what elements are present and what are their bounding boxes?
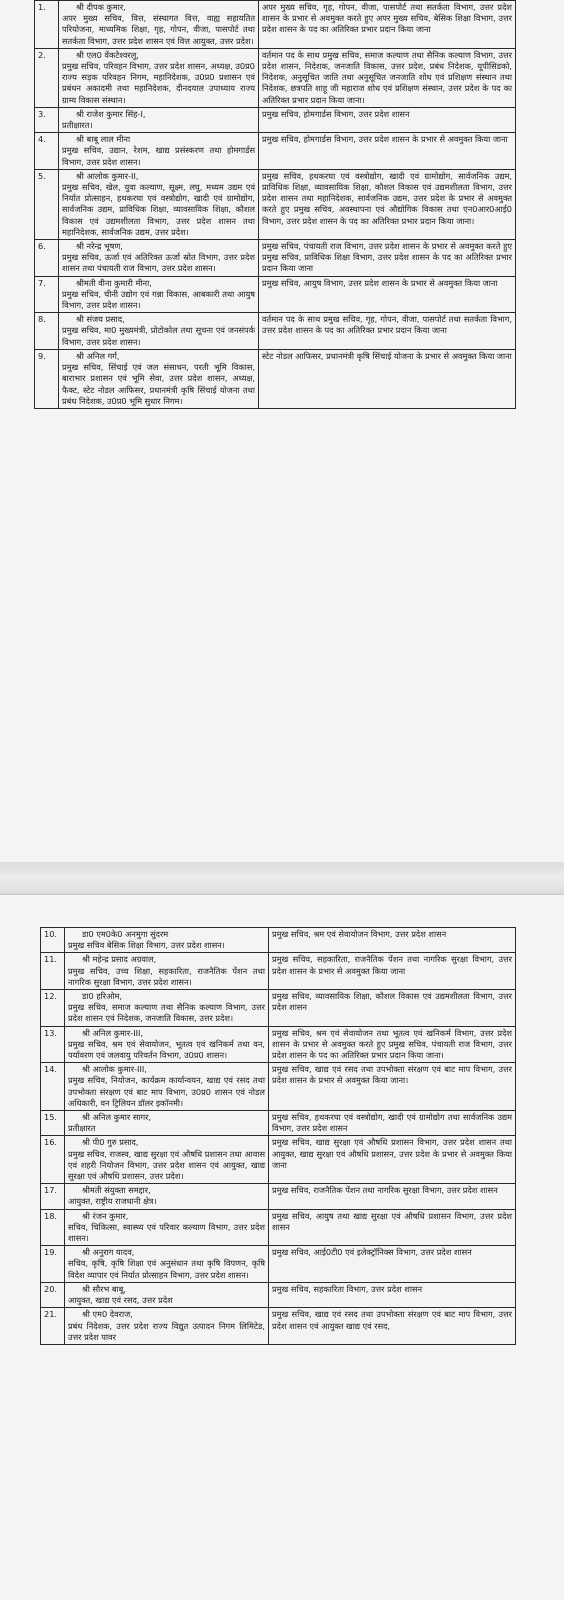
new-posting-text: प्रमुख सचिव, आयुष तथा खाद्य सुरक्षा एवं औषधि प्रशासन विभाग, उत्तर प्रदेश शासन — [272, 1210, 512, 1232]
new-posting-text: प्रमुख सचिव, श्रम एवं सेवायोजन तथा भूतत्व एवं खनिकर्म विभाग, उत्तर प्रदेश शासन के प्रभार से अवमुक्त करते हुए प्रमुख सचिव, पंचायती राज विभाग, उत्तर प्रदेश शासन के पद का अतिरिक्त प्रभार प्रदान किया जाना। — [272, 1027, 512, 1061]
current-posting: प्रमुख सचिव बेसिक शिक्षा विभाग, उत्तर प्रदेश शासन। — [68, 940, 225, 951]
serial-number-cell: 2. — [35, 48, 59, 107]
table-row — [41, 1308, 516, 1345]
table-row — [35, 349, 516, 408]
officer-cell — [59, 133, 259, 170]
officer-cell — [65, 1111, 269, 1136]
officer-name: श्री अनिल कुमार सागर, — [82, 1112, 152, 1123]
new-posting-text: प्रमुख सचिव, सहकारिता विभाग, उत्तर प्रदेश शासन — [272, 1283, 423, 1294]
officer-name: श्री एम0 देवराज, — [82, 1309, 133, 1320]
new-posting-text: प्रमुख सचिव, पंचायती राज विभाग, उत्तर प्रदेश शासन के प्रभार से अवमुक्त करते हुए प्रमुख सचिव, प्राविधिक शिक्षा विभाग, उत्तर प्रदेश शासन के पद का अतिरिक्त प्रभार प्रदान किया जाना — [262, 241, 512, 274]
officer-cell — [59, 349, 259, 408]
new-posting-cell — [269, 1026, 516, 1063]
new-posting-cell — [259, 107, 516, 132]
current-posting: सचिव, कृषि, कृषि शिक्षा एवं अनुसंधान तथा कृषि विपणन, कृषि विदेश व्यापार एवं निर्यात प्रोत्साहन विभाग, उत्तर प्रदेश शासन। — [68, 1258, 265, 1280]
table-row — [35, 133, 516, 170]
new-posting-text: प्रमुख सचिव, खाद्य सुरक्षा एवं औषधि प्रशासन विभाग, उत्तर प्रदेश शासन तथा आयुक्त, खाद्य सुरक्षा एवं औषधि प्रशासन, उत्तर प्रदेश के प्रभार से अवमुक्त किया जाना — [272, 1137, 512, 1170]
officer-cell — [65, 928, 269, 953]
current-posting: प्रमुख सचिव, ऊर्जा एवं अतिरिक्त ऊर्जा स्रोत विभाग, उत्तर प्रदेश शासन तथा पंचायती राज विभाग, उत्तर प्रदेश शासन। — [62, 252, 255, 274]
current-posting: प्रतीक्षारत। — [62, 120, 93, 131]
table-row — [41, 1184, 516, 1209]
current-posting: प्रमुख सचिव, श्रम एवं सेवायोजन, भूतत्व एवं खनिकर्म तथा वन, पर्यावरण एवं जलवायु परिवर्तन विभाग, उ0प्र0 शासन। — [68, 1038, 265, 1061]
officer-name: श्री एल0 वेंकटेश्वरलु, — [76, 49, 139, 60]
serial-number-cell: 13. — [41, 1026, 65, 1063]
page-gap — [0, 862, 564, 895]
current-posting: आयुक्त, राष्ट्रीय राजधानी क्षेत्र। — [68, 1196, 157, 1207]
new-posting-cell — [269, 1246, 516, 1283]
new-posting-cell — [259, 48, 516, 107]
table-body — [35, 1, 516, 409]
serial-number-cell: 6. — [35, 240, 59, 277]
officer-name: श्री अनिल गर्ग, — [76, 350, 120, 361]
current-posting: प्रमुख सचिव, चीनी उद्योग एवं गन्ना विकास, आबकारी तथा आयुष विभाग, उत्तर प्रदेश शासन। — [62, 288, 255, 311]
officer-cell — [65, 1026, 269, 1063]
table-row — [41, 1209, 516, 1246]
new-posting-text: प्रमुख सचिव, खाद्य एवं रसद तथा उपभोक्ता संरक्षण एवं बाट माप विभाग, उत्तर प्रदेश शासन एवं आयुक्त खाद्य एवं रसद, — [272, 1309, 512, 1331]
serial-number-cell: 19. — [41, 1246, 65, 1283]
current-posting: प्रमुख सचिव, उच्च शिक्षा, सहकारिता, राजनैतिक पेंशन तथा नागरिक सुरक्षा विभाग, उत्तर प्रदेश शासन। — [68, 965, 265, 987]
officer-name: श्रीमती संयुक्ता समद्दार, — [82, 1185, 151, 1196]
serial-number-cell: 7. — [35, 276, 59, 313]
new-posting-cell — [259, 349, 516, 408]
current-posting: सचिव, चिकित्सा, स्वास्थ्य एवं परिवार कल्याण विभाग, उत्तर प्रदेश शासन। — [68, 1221, 265, 1244]
serial-number-cell: 4. — [35, 133, 59, 170]
new-posting-text: प्रमुख सचिव, श्रम एवं सेवायोजन विभाग, उत्तर प्रदेश शासन — [272, 929, 447, 939]
serial-number-cell: 21. — [41, 1308, 65, 1345]
officer-name: श्री आलोक कुमार-II, — [76, 170, 139, 181]
table-row — [35, 48, 516, 107]
new-posting-cell — [269, 1308, 516, 1345]
serial-number-cell: 11. — [41, 953, 65, 990]
transfer-table-page-1 — [34, 0, 516, 409]
new-posting-cell — [259, 313, 516, 350]
new-posting-text: प्रमुख सचिव, होमगार्डस विभाग, उत्तर प्रदेश शासन — [262, 108, 410, 119]
new-posting-cell — [269, 1136, 516, 1184]
new-posting-cell — [269, 1111, 516, 1136]
new-posting-text: वर्तमान पद के साथ प्रमुख सचिव, गृह, गोपन, वीजा, पासपोर्ट तथा सतर्कता विभाग, उत्तर प्रदेश शासन के पद का अतिरिक्त प्रभार प्रदान किया जाना — [262, 314, 512, 336]
officer-cell — [65, 990, 269, 1027]
document-page-2 — [0, 895, 564, 1600]
new-posting-text: प्रमुख सचिव, आयुष विभाग, उत्तर प्रदेश शासन के प्रभार से अवमुक्त किया जाना — [262, 277, 498, 288]
new-posting-text: अपर मुख्य सचिव, गृह, गोपन, वीजा, पासपोर्ट तथा सतर्कता विभाग, उत्तर प्रदेश शासन के प्रभार से अवमुक्त करते हुए अपर मुख्य सचिव, बेसिक शिक्षा विभाग, उत्तर प्रदेश शासन के पद का अतिरिक्त प्रभार प्रदान किया जाना — [262, 2, 512, 35]
new-posting-cell — [269, 990, 516, 1027]
new-posting-text: प्रमुख सचिव, होमगार्डस विभाग, उत्तर प्रदेश शासन के प्रभार से अवमुक्त किया जाना — [262, 134, 508, 145]
serial-number-cell: 17. — [41, 1184, 65, 1209]
current-posting: प्रमुख सचिव, समाज कल्याण तथा सैनिक कल्याण विभाग, उत्तर प्रदेश शासन एवं निदेशक, जनजाति विकास, उत्तर प्रदेश। — [68, 1002, 265, 1024]
table-row — [41, 1111, 516, 1136]
officer-name: श्री राजेश कुमार सिंह-I, — [76, 108, 146, 119]
serial-number-cell: 1. — [35, 1, 59, 49]
officer-cell — [65, 1184, 269, 1209]
officer-name: श्री आलोक कुमार-III, — [82, 1064, 147, 1075]
officer-cell — [65, 1308, 269, 1345]
new-posting-text: वर्तमान पद के साथ प्रमुख सचिव, समाज कल्याण तथा सैनिक कल्याण विभाग, उत्तर प्रदेश शासन, निदेशक, जनजाति विकास, उत्तर प्रदेश, प्रबंध निदेशक, यूपीसिडको, निदेशक, अनुसूचित जाति तथा अनुसूचित जनजाति शोध एवं प्रशिक्षण संस्थान तथा निदेशक, छत्रपति शाहू जी महाराज शोध एवं प्रशिक्षण संस्थान, उत्तर प्रदेश के पद का अतिरिक्त प्रभार प्रदान किया जाना। — [262, 49, 512, 105]
serial-number-cell: 10. — [41, 928, 65, 953]
current-posting: प्रमुख सचिव, परिवहन विभाग, उत्तर प्रदेश शासन, अध्यक्ष, उ0प्र0 राज्य सड़क परिवहन निगम, महानिदेशक, उ0प्र0 प्रशासन एवं प्रबंधन अकादमी तथा महानिदेशक, दीनदयाल उपाध्याय राज्य ग्राम्य विकास संस्थान। — [62, 61, 255, 105]
new-posting-cell — [259, 276, 516, 313]
officer-cell — [59, 107, 259, 132]
officer-name: श्री पी0 गुरु प्रसाद, — [82, 1137, 139, 1148]
officer-name: श्री अनिल कुमार-III, — [82, 1027, 144, 1038]
officer-cell — [59, 169, 259, 239]
new-posting-cell — [269, 1282, 516, 1307]
officer-cell — [65, 1282, 269, 1307]
officer-cell — [65, 953, 269, 990]
new-posting-text: प्रमुख सचिव, खाद्य एवं रसद तथा उपभोक्ता संरक्षण एवं बाट माप विभाग, उत्तर प्रदेश शासन के प्रभार से अवमुक्त किया जाना। — [272, 1064, 512, 1086]
officer-cell — [59, 48, 259, 107]
officer-cell — [65, 1136, 269, 1184]
officer-name: श्री अनुराग यादव, — [82, 1247, 135, 1258]
current-posting: प्रमुख सचिव, उद्यान, रेशम, खाद्य प्रसंस्करण तथा होमगार्डस विभाग, उत्तर प्रदेश शासन। — [62, 145, 255, 167]
table-row — [41, 1026, 516, 1063]
table-row — [35, 107, 516, 132]
table-row — [35, 313, 516, 350]
officer-cell — [59, 240, 259, 277]
table-row — [41, 1063, 516, 1111]
officer-name: डा0 हरिओम, — [82, 991, 123, 1002]
serial-number-cell: 12. — [41, 990, 65, 1027]
officer-name: श्री सौरभ बाबू, — [82, 1283, 126, 1294]
current-posting: आयुक्त, खाद्य एवं रसद, उत्तर प्रदेश — [68, 1295, 173, 1306]
current-posting: प्रमुख सचिव, नियोजन, कार्यक्रम कार्यान्वयन, खाद्य एवं रसद तथा उपभोक्ता संरक्षण एवं बाट माप विभाग, उ0प्र0 शासन एवं नोडल अधिकारी, वन ट्रिलियन डॉलर इकॉनमी। — [68, 1075, 265, 1108]
serial-number-cell: 14. — [41, 1063, 65, 1111]
new-posting-text: प्रमुख सचिव, व्यावसायिक शिक्षा, कौशल विकास एवं उद्यमशीलता विभाग, उत्तर प्रदेश शासन — [272, 991, 512, 1013]
officer-name: श्री नरेन्द्र भूषण, — [76, 241, 123, 252]
current-posting: प्रतीक्षारत — [68, 1123, 96, 1134]
new-posting-cell — [269, 1209, 516, 1246]
new-posting-text: प्रमुख सचिव, हथकरघा एवं वस्त्रोद्योग, खादी एवं ग्रामोद्योग, सार्वजनिक उद्यम, प्राविधिक शिक्षा, व्यावसायिक शिक्षा, कौशल विकास एवं उद्यमशीलता विभाग, उत्तर प्रदेश शासन तथा महानिदेशक, सार्वजनिक उद्यम, उत्तर प्रदेश के प्रभार से अवमुक्त करते हुए प्रमुख सचिव, अवस्थापना एवं औद्योगिक विकास तथा एन0आर0आई0 विभाग, उत्तर प्रदेश शासन के पद का अतिरिक्त प्रभार प्रदान किया जाना। — [262, 170, 512, 226]
new-posting-cell — [259, 169, 516, 239]
table-row — [41, 1282, 516, 1307]
new-posting-text: प्रमुख सचिव, सहकारिता, राजनैतिक पेंशन तथा नागरिक सुरक्षा विभाग, उत्तर प्रदेश शासन के प्रभार से अवमुक्त किया जाना — [272, 954, 512, 976]
table-row — [35, 169, 516, 239]
new-posting-cell — [259, 240, 516, 277]
officer-name: श्री बाबू लाल मीना — [76, 134, 131, 145]
officer-name: श्री दीपक कुमार, — [76, 2, 126, 12]
new-posting-cell — [259, 133, 516, 170]
table-row — [41, 953, 516, 990]
new-posting-cell — [269, 1063, 516, 1111]
table-body — [41, 928, 516, 1345]
serial-number-cell: 9. — [35, 349, 59, 408]
transfer-table-page-2 — [40, 927, 516, 1345]
table-row — [35, 1, 516, 49]
serial-number-cell: 5. — [35, 169, 59, 239]
new-posting-text: स्टेट नोडल आफिसर, प्रधानमंत्री कृषि सिंचाई योजना के प्रभार से अवमुक्त किया जाना — [262, 350, 512, 361]
new-posting-text: प्रमुख सचिव, आई0टी0 एवं इलेक्ट्रॉनिक्स विभाग, उत्तर प्रदेश शासन — [272, 1247, 472, 1258]
serial-number-cell: 8. — [35, 313, 59, 350]
table-row — [41, 990, 516, 1027]
table-row — [41, 1136, 516, 1184]
new-posting-cell — [269, 953, 516, 990]
current-posting: प्रमुख सचिव, राजस्व, खाद्य सुरक्षा एवं औषधि प्रशासन तथा आवास एवं शहरी नियोजन विभाग, उत्तर प्रदेश शासन एवं आयुक्त, खाद्य सुरक्षा एवं औषधि प्रशासन, उत्तर प्रदेश। — [68, 1148, 265, 1182]
officer-name: डा0 एम0के0 अनमुगा सुंदरम — [82, 929, 169, 939]
table-row — [35, 276, 516, 313]
current-posting: अपर मुख्य सचिव, वित्त, संस्थागत वित्त, वाह्य सहायतित परियोजना, माध्यमिक शिक्षा, गृह, गोपन, वीजा, पासपोर्ट तथा सतर्कता विभाग, उत्तर प्रदेश शासन एवं वित्त आयुक्त, उत्तर प्रदेश। — [62, 13, 255, 46]
officer-cell — [59, 1, 259, 49]
current-posting: प्रमुख सचिव, खेल, युवा कल्याण, सूक्ष्म, लघु, मध्यम उद्यम एवं निर्यात प्रोत्साहन, हथकरघा एवं वस्त्रोद्योग, खादी एवं ग्रामोद्योग, सार्वजनिक उद्यम, प्राविधिक शिक्षा, व्यावसायिक शिक्षा, कौशल विकास एवं उद्यमशीलता विभाग, उत्तर प्रदेश शासन तथा महानिदेशक, सार्वजनिक उद्यम, उत्तर प्रदेश। — [62, 182, 255, 237]
new-posting-cell — [259, 1, 516, 49]
table-row — [41, 928, 516, 953]
officer-name: श्री महेन्द्र प्रसाद अग्रवाल, — [82, 954, 157, 965]
officer-cell — [65, 1063, 269, 1111]
officer-cell — [65, 1209, 269, 1246]
officer-cell — [59, 276, 259, 313]
officer-cell — [59, 313, 259, 350]
serial-number-cell: 3. — [35, 107, 59, 132]
current-posting: प्रमुख सचिव, मा0 मुख्यमंत्री, प्रोटोकोल तथा सूचना एवं जनसंपर्क विभाग, उत्तर प्रदेश शासन। — [62, 325, 255, 347]
new-posting-text: प्रमुख सचिव, हथकरघा एवं वस्त्रोद्योग, खादी एवं ग्रामोद्योग तथा सार्वजनिक उद्यम विभाग, उत्तर प्रदेश शासन — [272, 1112, 512, 1134]
serial-number-cell: 15. — [41, 1111, 65, 1136]
new-posting-cell — [269, 928, 516, 953]
new-posting-cell — [269, 1184, 516, 1209]
serial-number-cell: 16. — [41, 1136, 65, 1184]
table-row — [35, 240, 516, 277]
new-posting-text: प्रमुख सचिव, राजनैतिक पेंशन तथा नागरिक सुरक्षा विभाग, उत्तर प्रदेश शासन — [272, 1185, 498, 1196]
current-posting: प्रमुख सचिव, सिंचाई एवं जल संसाधन, परती भूमि विकास, बाराभार प्रशासन एवं भूमि सेवा, उत्तर प्रदेश शासन, अध्यक्ष, फैक्ट, स्टेट नोडल आफिसर, प्रधानमंत्री कृषि सिंचाई योजना तथा प्रबंध निदेशक, उ0प्र0 भूमि सुधार निगम। — [62, 362, 255, 406]
serial-number-cell: 18. — [41, 1209, 65, 1246]
officer-name: श्री संजय प्रसाद, — [76, 314, 125, 325]
serial-number-cell: 20. — [41, 1282, 65, 1307]
officer-name: श्रीमती वीना कुमारी मीना, — [76, 277, 152, 288]
table-row — [41, 1246, 516, 1283]
officer-name: श्री रंजन कुमार, — [82, 1210, 129, 1221]
current-posting: प्रबंध निदेशक, उत्तर प्रदेश राज्य विद्युत उत्पादन निगम लिमिटेड, उत्तर प्रदेश पावर — [68, 1320, 265, 1342]
officer-cell — [65, 1246, 269, 1283]
